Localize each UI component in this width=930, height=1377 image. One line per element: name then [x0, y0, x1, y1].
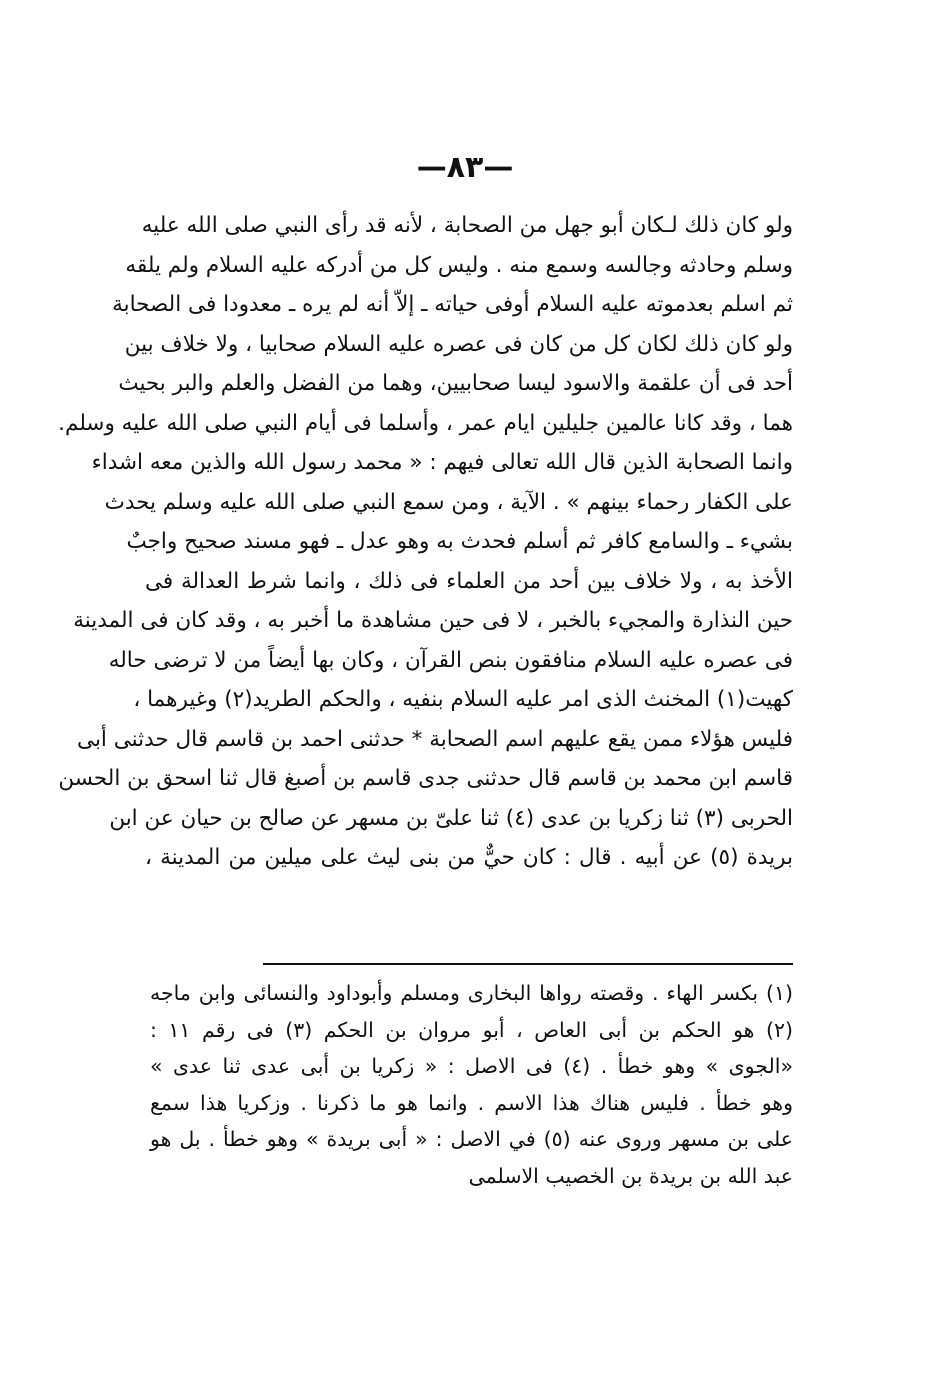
footnote-line: وهو خطأ . فليس هناك هذا الاسم . وانما هو ما ذكرنا . وزكريا هذا سمع	[150, 1090, 793, 1115]
footnote-line: (١) بكسر الهاء . وقصته رواها البخارى ومسلم وأبوداود والنسائى وابن ماجه	[150, 981, 793, 1005]
footnote-line: على بن مسهر وروى عنه (٥) في الاصل : « أبى بريدة » وهو خطأ . بل هو	[150, 1127, 793, 1151]
text-line: ثم اسلم بعدموته عليه السلام أوفى حياته ـ إلاّ أنه لم يره ـ معدودا فى الصحابة	[112, 292, 793, 317]
text-line: أحد فى أن علقمة والاسود ليسا صحابيين، وهما من الفضل والعلم والبر بحيث	[118, 371, 793, 396]
footnotes	[150, 975, 793, 1194]
footnote-line: عبد الله بن بريدة بن الخصيب الاسلمى	[468, 1163, 793, 1188]
text-line: كهيت(١) المخنث الذى امر عليه السلام بنفيه ، والحكم الطريد(٢) وغيرهما ،	[133, 687, 793, 712]
text-line: حين النذارة والمجيء بالخبر ، لا فى حين مشاهدة ما أخبر به ، وقد كان فى المدينة	[73, 608, 793, 633]
text-line: الحربى (٣) ثنا زكريا بن عدى (٤) ثنا علىّ بن مسهر عن صالح بن حيان عن ابن	[109, 805, 793, 831]
text-line: قاسم ابن محمد بن قاسم قال حدثنى جدى قاسم بن أصبغ قال ثنا اسحق بن الحسن	[58, 766, 793, 791]
footnote-separator	[263, 963, 793, 965]
text-line: هما ، وقد كانا عالمين جليلين ايام عمر ، وأسلما فى أيام النبي صلى الله عليه وسلم.	[58, 410, 793, 436]
text-line: ولو كان ذلك لكان كل من كان فى عصره عليه السلام صحابيا ، ولا خلاف بين	[124, 331, 793, 357]
text-line: بشيء ـ والسامع كافر ثم أسلم فحدث به وهو عدل ـ فهو مسند صحيح واجبٌ	[126, 529, 793, 554]
footnote-line: «الجوى » وهو خطأ . (٤) فى الاصل : « زكريا بن أبى عدى ثنا عدى »	[150, 1054, 793, 1078]
text-line: الأخذ به ، ولا خلاف بين أحد من العلماء فى ذلك ، وانما شرط العدالة فى	[145, 568, 793, 594]
text-line: على الكفار رحماء بينهم » . الآية ، ومن سمع النبي صلى الله عليه وسلم يحدث	[104, 489, 793, 515]
page-number: —٨٣—	[416, 150, 514, 185]
text-line: وسلم وحادثه وجالسه وسمع منه . وليس كل من أدركه عليه السلام ولم يلقه	[125, 252, 793, 278]
footnote-line: (٢) هو الحكم بن أبى العاص ، أبو مروان بن الحكم (٣) فى رقم ١١ :	[150, 1017, 793, 1042]
text-line: ولو كان ذلك لـكان أبو جهل من الصحابة ، لأنه قد رأى النبي صلى الله عليه	[141, 213, 793, 238]
main-text	[58, 206, 793, 878]
text-line: وانما الصحابة الذين قال الله تعالى فيهم : « محمد رسول الله والذين معه اشداء	[91, 450, 793, 475]
text-line: بريدة (٥) عن أبيه . قال : كان حيٌّ من بنى ليث على ميلين من المدينة ،	[145, 845, 793, 870]
text-line: فليس هؤلاء ممن يقع عليهم اسم الصحابة * حدثنى احمد بن قاسم قال حدثنى أبى	[77, 726, 793, 752]
text-line: فى عصره عليه السلام منافقون بنص القرآن ، وكان بها أيضاً من لا ترضى حاله	[108, 647, 793, 673]
